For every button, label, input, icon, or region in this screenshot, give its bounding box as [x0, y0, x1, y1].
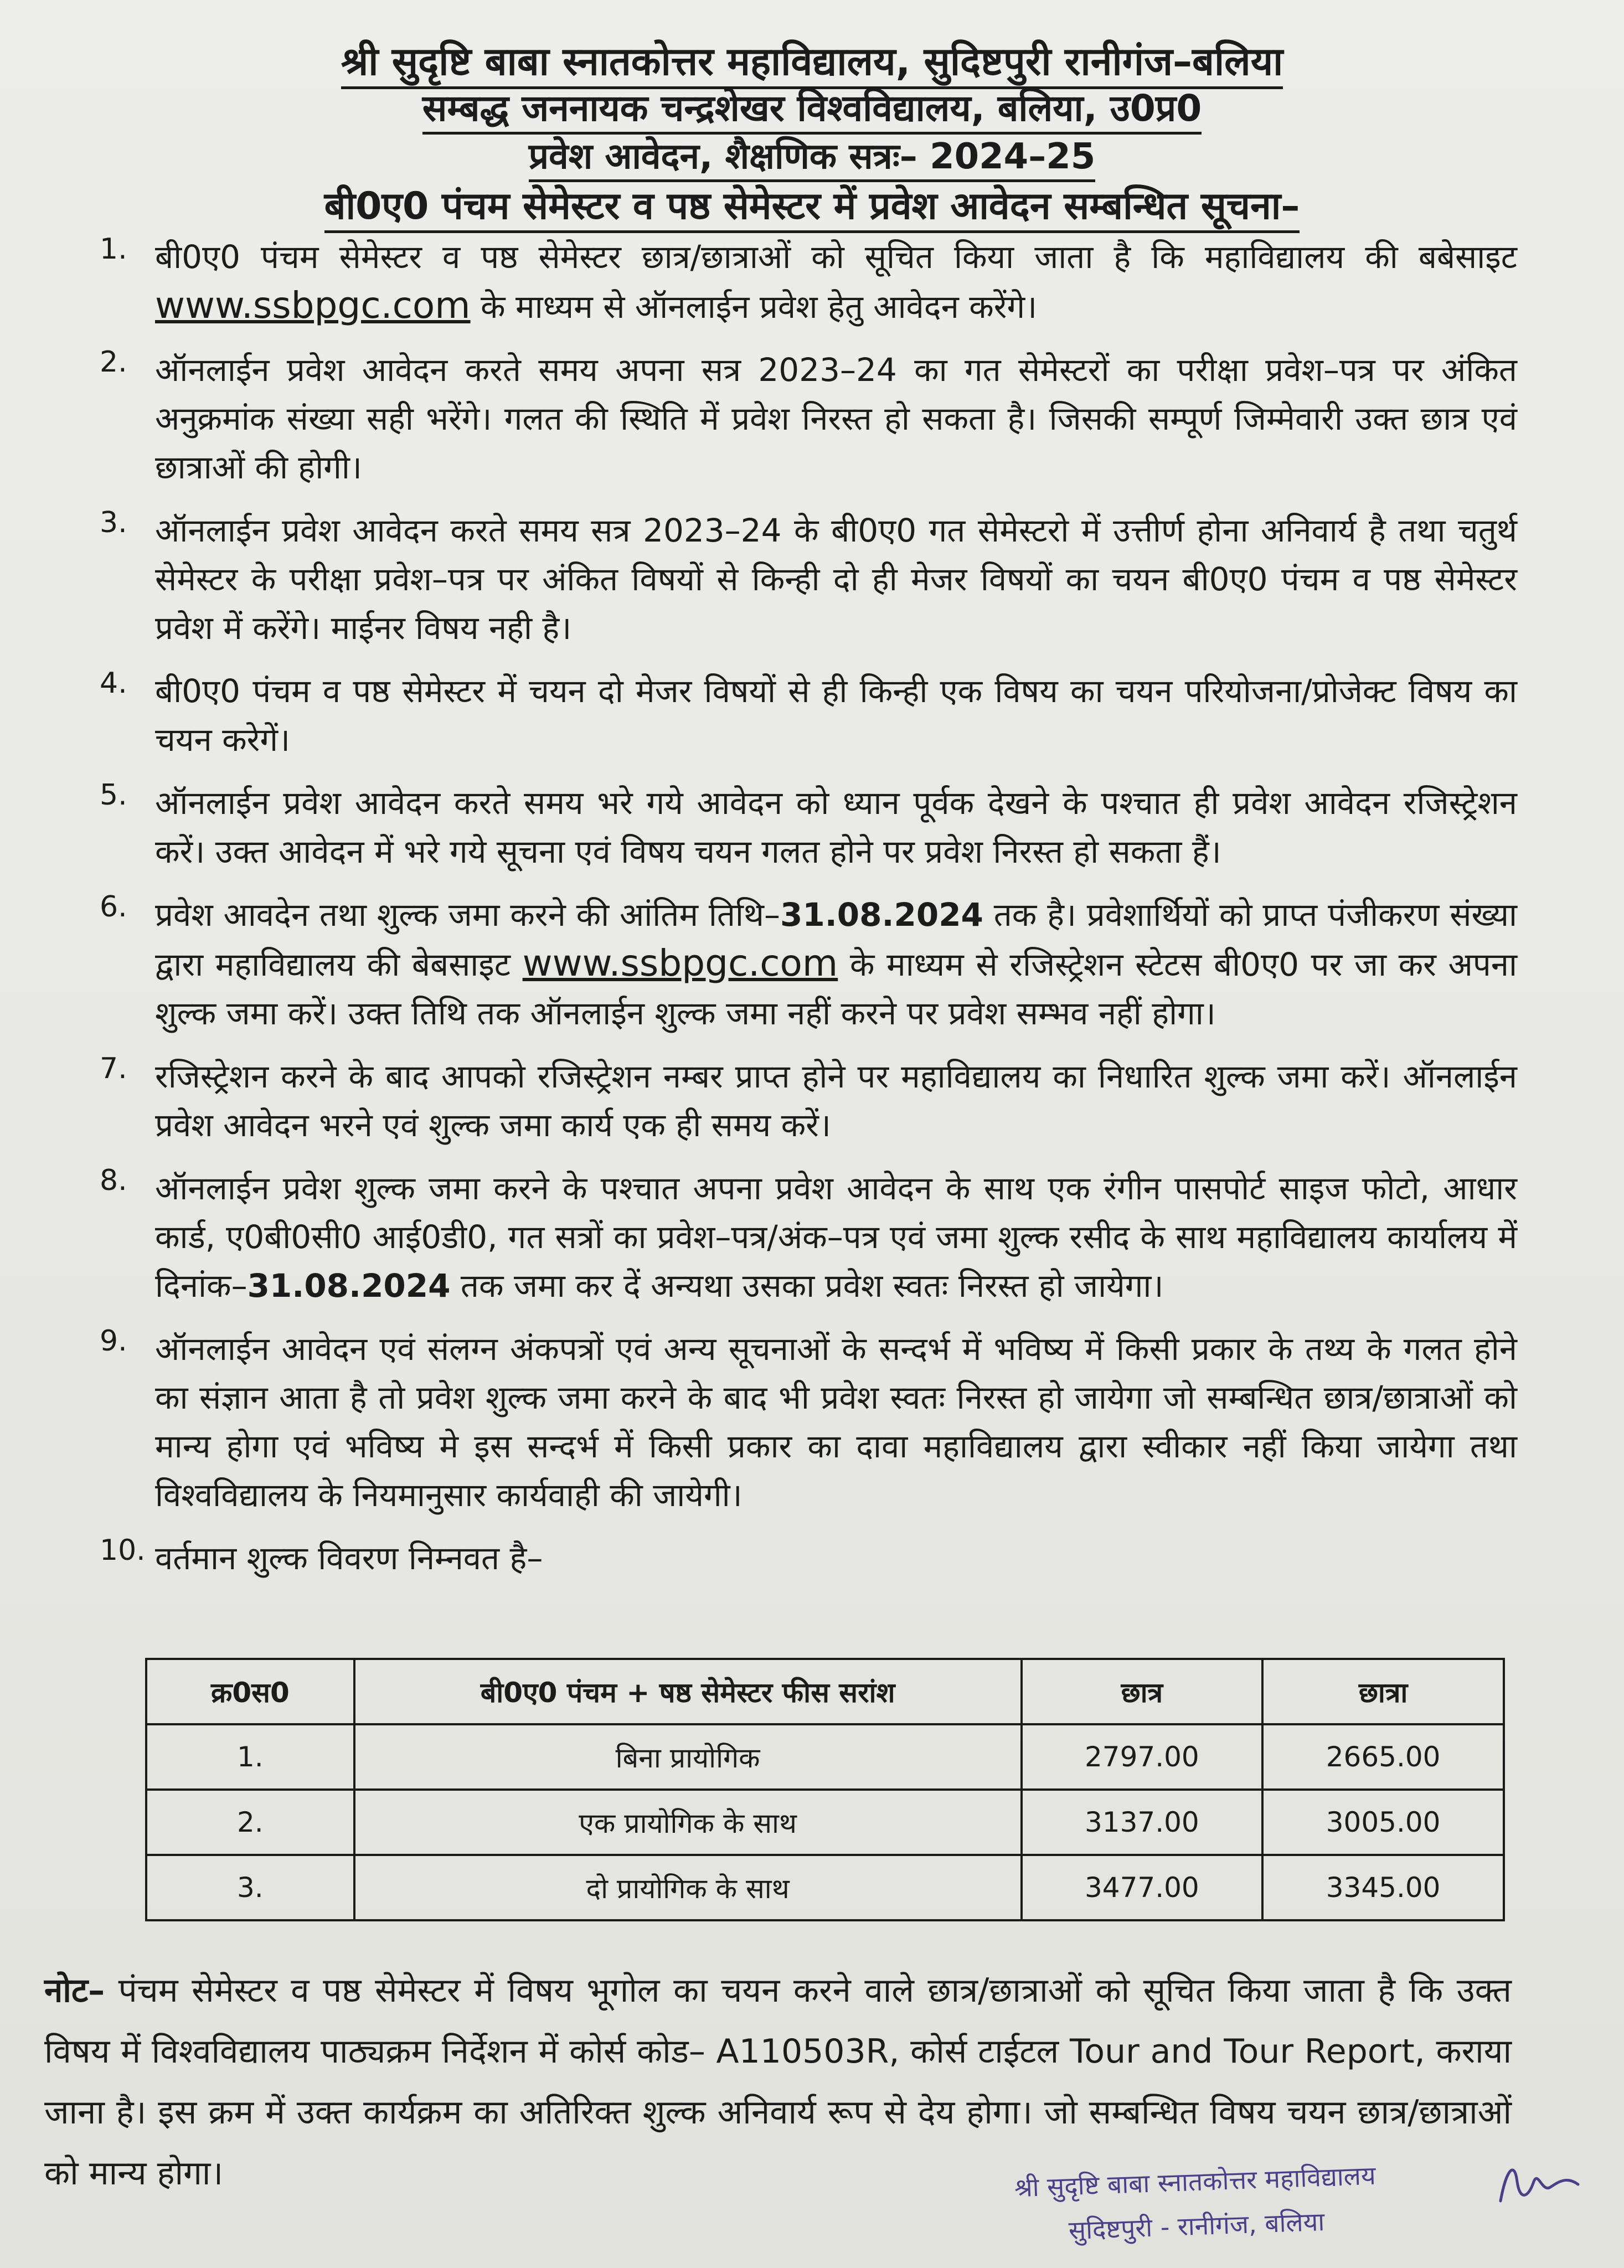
item-text: ऑनलाईन प्रवेश आवेदन करते समय अपना सत्र 2023–24 का गत सेमेस्टरों का परीक्षा प्रवेश–पत्र पर अंकित अनुक्रमांक संख्या सही भरेंगे। गलत की स्थिति में प्रवेश निरस्त हो सकता है। जिसकी सम्पूर्ण जिम्मेवारी उक्त छात्र एवं छात्राओं की होगी। [155, 351, 1517, 486]
female-fee-cell: 2665.00 [1262, 1724, 1504, 1790]
description-cell: एक प्रायोगिक के साथ [354, 1790, 1022, 1855]
list-item [100, 506, 1517, 652]
last-date: 31.08.2024 [780, 896, 983, 934]
list-item [100, 667, 1517, 764]
male-fee-cell: 3137.00 [1022, 1790, 1263, 1855]
column-header: छात्रा [1262, 1659, 1504, 1724]
table-row [146, 1724, 1504, 1790]
column-header: क्र0स0 [146, 1659, 354, 1724]
submission-date: 31.08.2024 [247, 1267, 451, 1305]
female-fee-cell: 3005.00 [1262, 1790, 1504, 1855]
fee-table [145, 1658, 1505, 1921]
item-number: 9. [100, 1324, 127, 1358]
table-row [146, 1790, 1504, 1855]
note-paragraph: नोट– पंचम सेमेस्टर व पष्ठ सेमेस्टर में विषय भूगोल का चयन करने वाले छात्र/छात्राओं को सूचित किया जाता है कि उक्त विषय में विश्वविद्यालय पाठ्यक्रम निर्देशन में कोर्स कोड– A110503R, कोर्स टाईटल Tour and Tour Report, कराया जाना है। इस क्रम में उक्त कार्यक्रम का अतिरिक्त शुल्क अनिवार्य रूप से देय होगा। जो सम्बन्धित विषय चयन छात्र/छात्राओं को मान्य होगा। [44, 1971, 1512, 2193]
description-cell: बिना प्रायोगिक [354, 1724, 1022, 1790]
description-cell: दो प्रायोगिक के साथ [354, 1855, 1022, 1920]
item-number: 6. [100, 890, 127, 924]
list-item [100, 1324, 1517, 1519]
item-number: 10. [100, 1534, 146, 1567]
university-affiliation: सम्बद्ध जननायक चन्द्रशेखर विश्वविद्यालय, बलिया, उ0प्र0 [0, 82, 1624, 132]
item-text: ऑनलाईन प्रवेश शुल्क जमा करने के पश्चात अपना प्रवेश आवेदन के साथ एक रंगीन पासपोर्ट साइज फोटो, आधार कार्ड, ए0बी0सी0 आई0डी0, गत सत्रों का प्रवेश–पत्र/अंक–पत्र एवं जमा शुल्क रसीद के साथ महाविद्यालय कार्यालय में दिनांक–31.08.2024 तक जमा कर दें अन्यथा उसका प्रवेश स्वतः निरस्त हो जायेगा। [155, 1169, 1517, 1305]
list-item [100, 1052, 1517, 1150]
website-link[interactable]: www.ssbpgc.com [155, 284, 471, 327]
item-number: 4. [100, 667, 127, 700]
list-item [100, 346, 1517, 492]
item-text: वर्तमान शुल्क विवरण निम्नवत है– [155, 1539, 543, 1577]
list-item [100, 890, 1517, 1038]
instruction-list [100, 233, 1517, 1597]
item-text: ऑनलाईन आवेदन एवं संलग्न अंकपत्रों एवं अन्य सूचनाओं के सन्दर्भ में भविष्य में किसी प्रकार के तथ्य के गलत होने का संज्ञान आता है तो प्रवेश शुल्क जमा करने के बाद भी प्रवेश स्वतः निरस्त हो जायेगा जो सम्बन्धित छात्र/छात्राओं को मान्य होगा एवं भविष्य मे इस सन्दर्भ में किसी प्रकार का दावा महाविद्यालय द्वारा स्वीकार नहीं किया जायेगा तथा विश्वविद्यालय के नियमानुसार कार्यवाही की जायेगी। [155, 1330, 1517, 1514]
note-label: नोट– [44, 1971, 105, 2010]
serial-cell: 2. [146, 1790, 354, 1855]
item-number: 2. [100, 346, 127, 379]
column-header: बी0ए0 पंचम + षष्ठ सेमेस्टर फीस सरांश [354, 1659, 1022, 1724]
item-text: बी0ए0 पंचम व पष्ठ सेमेस्टर में चयन दो मेजर विषयों से ही किन्ही एक विषय का चयन परियोजना/प्रोजेक्ट विषय का चयन करेगें। [155, 672, 1517, 759]
item-number: 7. [100, 1052, 127, 1085]
table-header-row [146, 1659, 1504, 1724]
college-stamp: श्री सुदृष्टि बाबा स्नातकोत्तर महाविद्यालय सुदिष्टपुरी - रानीगंज, बलिया [1014, 2160, 1376, 2246]
notice-title: बी0ए0 पंचम सेमेस्टर व पष्ठ सेमेस्टर में प्रवेश आवेदन सम्बन्धित सूचना– [0, 178, 1624, 230]
list-item [100, 1534, 1517, 1583]
male-fee-cell: 3477.00 [1022, 1855, 1263, 1920]
serial-cell: 1. [146, 1724, 354, 1790]
item-number: 5. [100, 779, 127, 812]
item-number: 3. [100, 506, 127, 539]
column-header: छात्र [1022, 1659, 1263, 1724]
table-row [146, 1855, 1504, 1920]
session-title: प्रवेश आवेदन, शैक्षणिक सत्रः– 2024–25 [0, 131, 1624, 179]
serial-cell: 3. [146, 1855, 354, 1920]
item-text: ऑनलाईन प्रवेश आवेदन करते समय सत्र 2023–24 के बी0ए0 गत सेमेस्टरो में उत्तीर्ण होना अनिवार्य है तथा चतुर्थ सेमेस्टर के परीक्षा प्रवेश–पत्र पर अंकित विषयों से किन्ही दो ही मेजर विषयों का चयन बी0ए0 पंचम व पष्ठ सेमेस्टर प्रवेश में करेंगे। माईनर विषय नही है। [155, 512, 1517, 647]
list-item [100, 233, 1517, 331]
item-text: प्रवेश आवदेन तथा शुल्क जमा करने की आंतिम तिथि–31.08.2024 तक है। प्रवेशार्थियों को प्राप्त पंजीकरण संख्या द्वारा महाविद्यालय की बेबसाइट www.ssbpgc.com के माध्यम से रजिस्ट्रेशन स्टेटस बी0ए0 पर जा कर अपना शुल्क जमा करें। उक्त तिथि तक ऑनलाईन शुल्क जमा नहीं करने पर प्रवेश सम्भव नहीं होगा। [155, 896, 1517, 1032]
item-text: रजिस्ट्रेशन करने के बाद आपको रजिस्ट्रेशन नम्बर प्राप्त होने पर महाविद्यालय का निधारित शुल्क जमा करें। ऑनलाईन प्रवेश आवेदन भरने एवं शुल्क जमा कार्य एक ही समय करें। [155, 1058, 1517, 1144]
signature-icon [1489, 2148, 1589, 2215]
list-item [100, 779, 1517, 876]
college-name: श्री सुदृष्टि बाबा स्नातकोत्तर महाविद्यालय, सुदिष्टपुरी रानीगंज–बलिया [0, 33, 1624, 86]
item-text: बी0ए0 पंचम सेमेस्टर व पष्ठ सेमेस्टर छात्र/छात्राओं को सूचित किया जाता है कि महाविद्यालय की बबेसाइट www.ssbpgc.com के माध्यम से ऑनलाईन प्रवेश हेतु आवेदन करेंगे। [155, 238, 1517, 327]
item-number: 1. [100, 233, 127, 266]
male-fee-cell: 2797.00 [1022, 1724, 1263, 1790]
website-link[interactable]: www.ssbpgc.com [522, 942, 838, 984]
item-number: 8. [100, 1164, 127, 1197]
female-fee-cell: 3345.00 [1262, 1855, 1504, 1920]
item-text: ऑनलाईन प्रवेश आवेदन करते समय भरे गये आवेदन को ध्यान पूर्वक देखने के पश्चात ही प्रवेश आवेदन रजिस्ट्रेशन करें। उक्त आवेदन में भरे गये सूचना एवं विषय चयन गलत होने पर प्रवेश निरस्त हो सकता हैं। [155, 784, 1517, 870]
list-item [100, 1164, 1517, 1310]
